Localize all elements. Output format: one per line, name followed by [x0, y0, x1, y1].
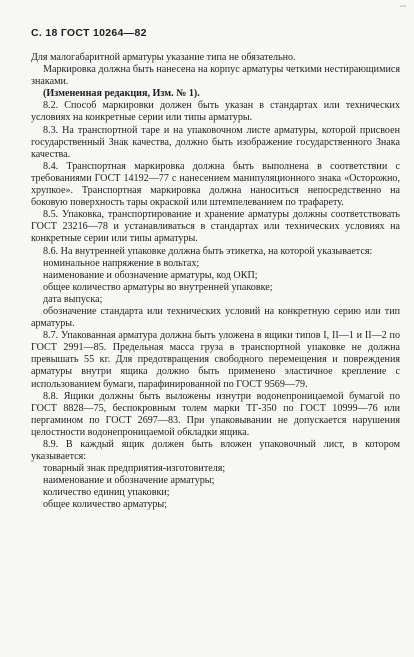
paragraph: Для малогабаритной арматуры указание типа не обязательно.: [31, 52, 296, 63]
list-item: общее количество арматуры во внутренней упаковке;: [43, 281, 273, 293]
paragraph: 8.3. На транспортной таре и на упаковочном листе арматуры, которой присвоен государственный Знак качества, должно быть изображение государственного Знака качества.: [31, 124, 400, 160]
list-item: наименование и обозначение арматуры, код ОКП;: [43, 269, 258, 281]
corner-mark: ⁴¹⁵⁶: [399, 4, 406, 9]
amendment-note: (Измененная редакция, Изм. № 1).: [43, 88, 200, 100]
document-body: [31, 52, 400, 512]
paragraph: 8.6. На внутренней упаковке должна быть этикетка, на которой указывается:: [43, 245, 373, 257]
list-item: общее количество арматуры;: [43, 499, 168, 511]
paragraph: 8.7. Упакованная арматура должна быть уложена в ящики типов I, II—1 и II—2 по ГОСТ 2991—85. Предельная масса груза в транспортной упаковке не должна превышать 55 кг. Для предотвращения свободного перемещения и повреждения арматуры внутри ящика должно быть применено эластичное крепление с использованием бумаги, парафинированной по ГОСТ 9569—79.: [31, 330, 400, 390]
paragraph: 8.5. Упаковка, транспортирование и хранение арматуры должны соответствовать ГОСТ 23216—78 и устанавливаться в стандартах или технических условиях на конкретные серии или типы арматуры.: [31, 209, 400, 245]
paragraph: 8.2. Способ маркировки должен быть указан в стандартах или технических условиях на конкретные серии или типы арматуры.: [31, 100, 400, 124]
list-item: количество единиц упаковки;: [43, 487, 170, 499]
paragraph: Маркировка должна быть нанесена на корпус арматуры четкими нестирающимися знаками.: [31, 64, 400, 88]
list-item: номинальное напряжение в вольтах;: [43, 257, 200, 269]
list-item: товарный знак предприятия-изготовителя;: [43, 463, 226, 475]
paragraph: 8.9. В каждый ящик должен быть вложен упаковочный лист, в котором указывается:: [31, 439, 400, 463]
list-item: наименование и обозначение арматуры;: [43, 475, 215, 487]
paragraph: 8.8. Ящики должны быть выложены изнутри водонепроницаемой бумагой по ГОСТ 8828—75, беспокровным толем марки ТГ-350 по ГОСТ 10999—76 или пергамином по ГОСТ 2697—83. При упаковывании не допускается нарушения целостности водонепроницаемой обкладки ящика.: [31, 390, 400, 438]
list-item: обозначение стандарта или технических условий на конкретную серию или тип арматуры.: [31, 305, 400, 330]
paragraph: 8.4. Транспортная маркировка должна быть выполнена в соответствии с требованиями ГОСТ 14192—77 с нанесением манипуляционного знака «Осторожно, хрупкое». Транспортная маркировка должна наноситься непосредственно на боковую поверхность тары окраской или штемпелеванием по трафарету.: [31, 160, 400, 209]
list-item: дата выпуска;: [43, 293, 103, 305]
page-header: С. 18 ГОСТ 10264—82: [31, 27, 147, 39]
